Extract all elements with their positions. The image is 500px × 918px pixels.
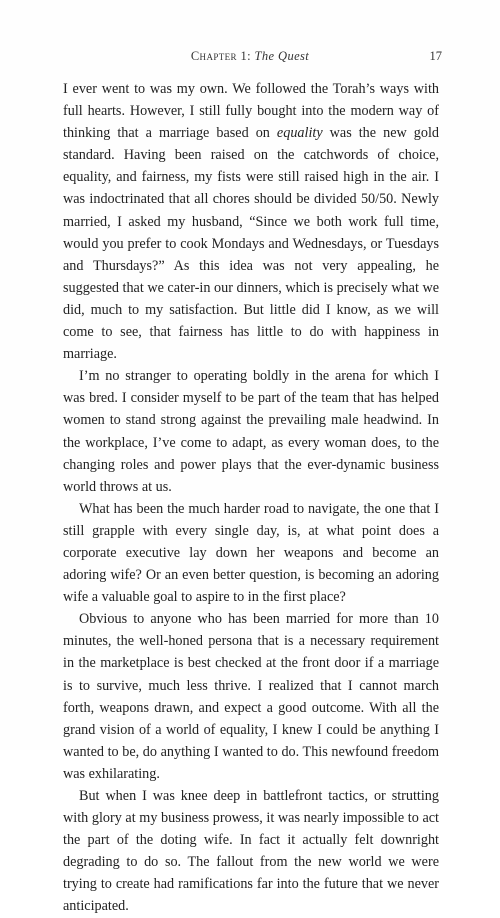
paragraph-2: I’m no stranger to operating boldly in the arena for which I was bred. I consider myself to be part of the team that has helped women to stand strong against the prevailing male headwind. In the workplace, I’ve come to adapt, as every woman does, to the changing roles and power plays that the ever-dynamic business world throws at us. xyxy=(63,368,439,495)
paragraph-1-text-b: was the new gold standard. Having been raised on the catchwords of choice, equality, and fairness, my fists were still raised high in the air. I was indoctrinated that all chores should be divided 50/50. Newly married, I asked my husband, “Since we both work full time, would you prefer to cook Mondays and Wednesdays, or Tuesdays and Thursdays?” As this idea was not very appealing, he suggested that we cater-in our dinners, which is precisely what we did, much to my satisfaction. But little did I know, as we will come to see, that fairness has little to do with happiness in marriage. xyxy=(63,125,439,363)
paragraph-1 xyxy=(63,78,439,365)
paragraph-1-text-a: I ever went to was my own. We followed the Torah’s ways with full hearts. However, I still fully bought into the modern way of thinking that a marriage based on xyxy=(63,81,439,142)
paragraph-4: Obvious to anyone who has been married for more than 10 minutes, the well-honed persona that is a necessary requirement in the marketplace is best checked at the front door if a marriage is to survive, much less thrive. I realized that I cannot march forth, weapons drawn, and expect a good outcome. With all the grand vision of a world of equality, I knew I could be anything I wanted to be, do anything I wanted to do. This newfound freedom was exhilarating. xyxy=(63,611,439,782)
body-text xyxy=(63,78,439,918)
emphasis-equality: equality xyxy=(276,125,323,142)
paragraph-3: What has been the much harder road to navigate, the one that I still grapple with every single day, is, at what point does a corporate executive lay down her weapons and become an adoring wife? Or an even better question, is becoming an adoring wife a valuable goal to aspire to in the first place? xyxy=(63,500,439,606)
chapter-subtitle: The Quest xyxy=(254,49,310,63)
chapter-label: Chapter 1: xyxy=(190,49,252,63)
paragraph-5: But when I was knee deep in battlefront tactics, or strutting with glory at my business prowess, it was nearly impossible to act the part of the doting wife. In fact it actually felt downright degrading to do so. The fallout from the new world we were trying to create had ramifications far into the future that we never anticipated. xyxy=(63,788,439,915)
running-head-title xyxy=(62,49,438,64)
page-number: 17 xyxy=(429,49,442,63)
running-head xyxy=(62,49,442,69)
